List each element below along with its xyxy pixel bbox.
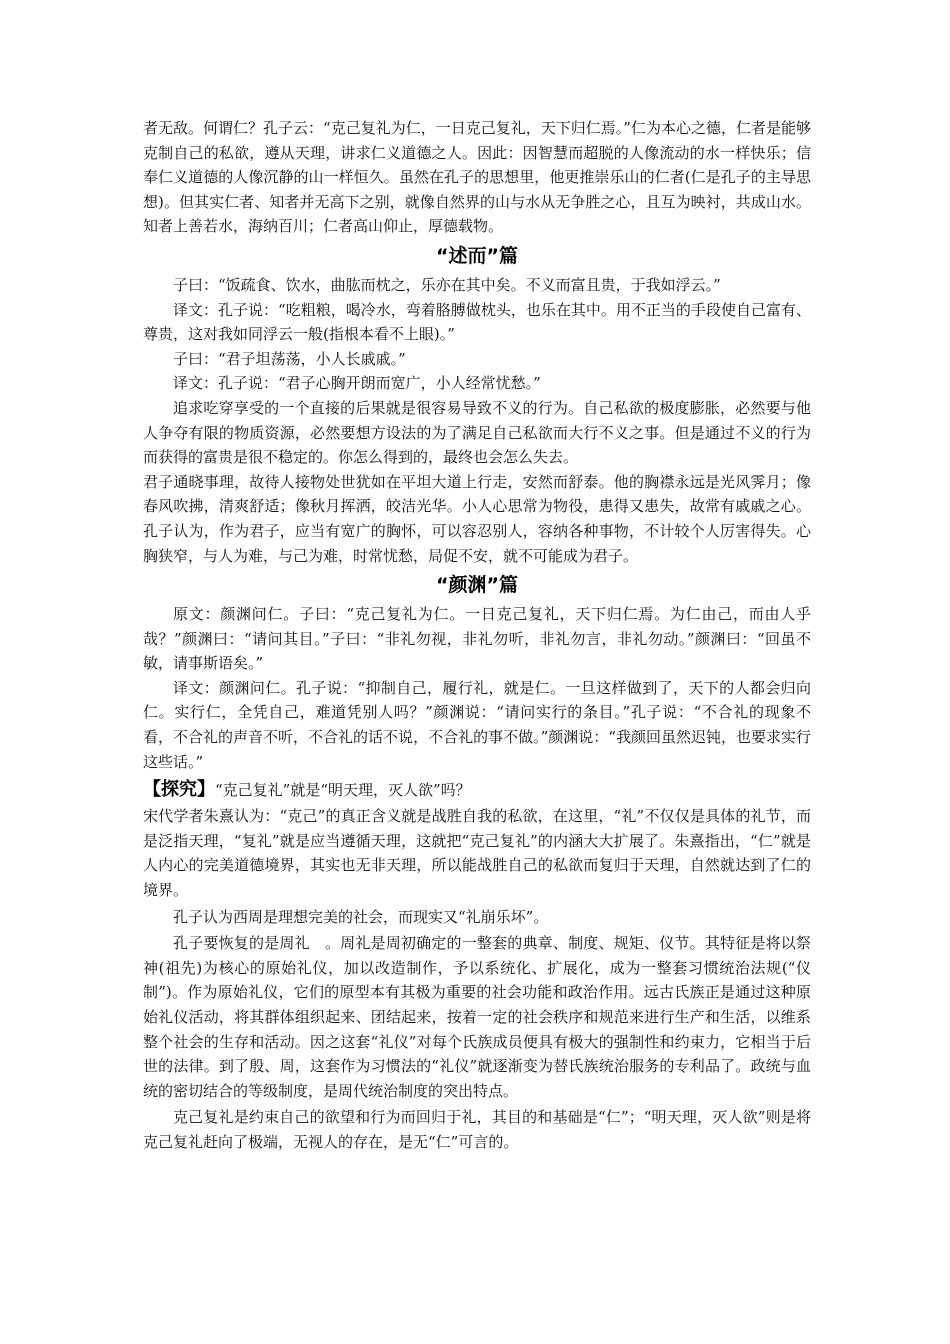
section-heading-yanyuan: “颜渊”篇: [436, 574, 518, 597]
shuer-commentary-2: 君子通晓事理，故待人接物处世犹如在平坦大道上行走，安然而舒泰。他的胸襟永远是光风霁月；像春风吹拂，清爽舒适；像秋月挥洒，皎洁光华。小人心思常为物役，患得又患失，故常有戚戚之心。孔子认为，作为君子，应当有宽广的胸怀，可以容忍别人，容纳各种事物，不计较个人厉害得失。心胸狭窄，与人为难，与己为难，时常忧愁，局促不安，就不可能成为君子。: [143, 472, 811, 565]
shuer-translation-1: 译文：孔子说：“吃粗粮，喝冷水，弯着胳膊做枕头，也乐在其中。用不正当的手段使自己富有、尊贵，这对我如同浮云一般(指根本看不上眼)。”: [143, 300, 811, 344]
yanyuan-original: 原文：颜渊问仁。子曰：“克己复礼为仁。一日克己复礼，天下归仁焉。为仁由己，而由人乎哉？”颜渊曰：“请问其目。”子曰：“非礼勿视，非礼勿听，非礼勿言，非礼勿动。”颜渊曰：“回虽不敏，请事斯语矣。”: [143, 605, 811, 673]
explore-paragraph-2: 孔子认为西周是理想完美的社会，而现实又“礼崩乐坏”。: [173, 907, 549, 926]
explore-heading: [143, 776, 811, 804]
explore-question: “克己复礼”就是“明天理，灭人欲”吗？: [215, 781, 471, 800]
explore-paragraph-1: 宋代学者朱熹认为：“克己”的真正含义就是战胜自我的私欲，在这里，“礼”不仅仅是具体的礼节，而是泛指天理，“复礼”就是应当遵循天理，这就把“克己复礼”的内涵大大扩展了。朱熹指出，“仁”就是人内心的完美道德境界，其实也无非天理，所以能战胜自己的私欲而复归于天理，自然就达到了仁的境界。: [143, 807, 811, 900]
yanyuan-translation: 译文：颜渊问仁。孔子说：“抑制自己，履行礼，就是仁。一旦这样做到了，天下的人都会归向仁。实行仁，全凭自己，难道凭别人吗？”颜渊说：“请问实行的条目。”孔子说：“不合礼的现象不看，不合礼的声音不听，不合礼的话不说，不合礼的事不做。”颜渊说：“我颜回虽然迟钝，也要求实行这些话。”: [143, 678, 811, 771]
shuer-quote-2: 子曰：“君子坦荡荡，小人长戚戚。”: [173, 349, 406, 368]
explore-tag: 【探究】: [143, 779, 215, 801]
shuer-quote-1: 子曰：“饭疏食、饮水，曲肱而枕之，乐亦在其中矣。不义而富且贵，于我如浮云。”: [173, 275, 721, 294]
section-heading-shuer: “述而”篇: [436, 244, 518, 267]
shuer-commentary-1: 追求吃穿享受的一个直接的后果就是很容易导致不义的行为。自己私欲的极度膨胀，必然要与他人争夺有限的物质资源，必然要想方设法的为了满足自己私欲而大行不义之事。但是通过不义的行为而获得的富贵是很不稳定的。你怎么得到的，最终也会怎么失去。: [143, 398, 811, 467]
shuer-translation-2: 译文：孔子说：“君子心胸开朗而宽广，小人经常忧愁。”: [173, 374, 541, 393]
explore-paragraph-3: 孔子要恢复的是周礼 。周礼是周初确定的一整套的典章、制度、规矩、仪节。其特征是将以祭神(祖先)为核心的原始礼仪，加以改造制作，予以系统化、扩展化，成为一整套习惯统治法规(“仪制”)。作为原始礼仪，它们的原型本有其极为重要的社会功能和政治作用。远古氏族正是通过这种原始礼仪活动，将其群体组织起来、团结起来，按着一定的社会秩序和规范来进行生产和生活，以维系整个社会的生存和活动。因之这套“礼仪”对每个氏族成员便具有极大的强制性和约束力，它相当于后世的法律。到了殷、周，这套作为习惯法的“礼仪”就逐渐变为替氏族统治服务的专利品了。政统与血统的密切结合的等级制度，是周代统治制度的突出特点。: [143, 934, 811, 1100]
explore-paragraph-4: 克己复礼是约束自己的欲望和行为而回归于礼，其目的和基础是“仁”；“明天理，灭人欲”则是将克己复礼赶向了极端，无视人的存在，是无“仁”可言的。: [143, 1108, 811, 1151]
intro-paragraph: 者无敌。何谓仁？孔子云：“克己复礼为仁，一日克己复礼，天下归仁焉。”仁为本心之德，仁者是能够克制自己的私欲，遵从天理，讲求仁义道德之人。因此：因智慧而超脱的人像流动的水一样快乐；信奉仁义道德的人像沉静的山一样恒久。虽然在孔子的思想里，他更推崇乐山的仁者(仁是孔子的主导思想)。但其实仁者、知者并无高下之别，就像自然界的山与水从无争胜之心，且互为映衬，共成山水。知者上善若水，海纳百川；仁者高山仰止，厚德载物。: [143, 119, 811, 236]
document-page: [143, 116, 811, 1155]
